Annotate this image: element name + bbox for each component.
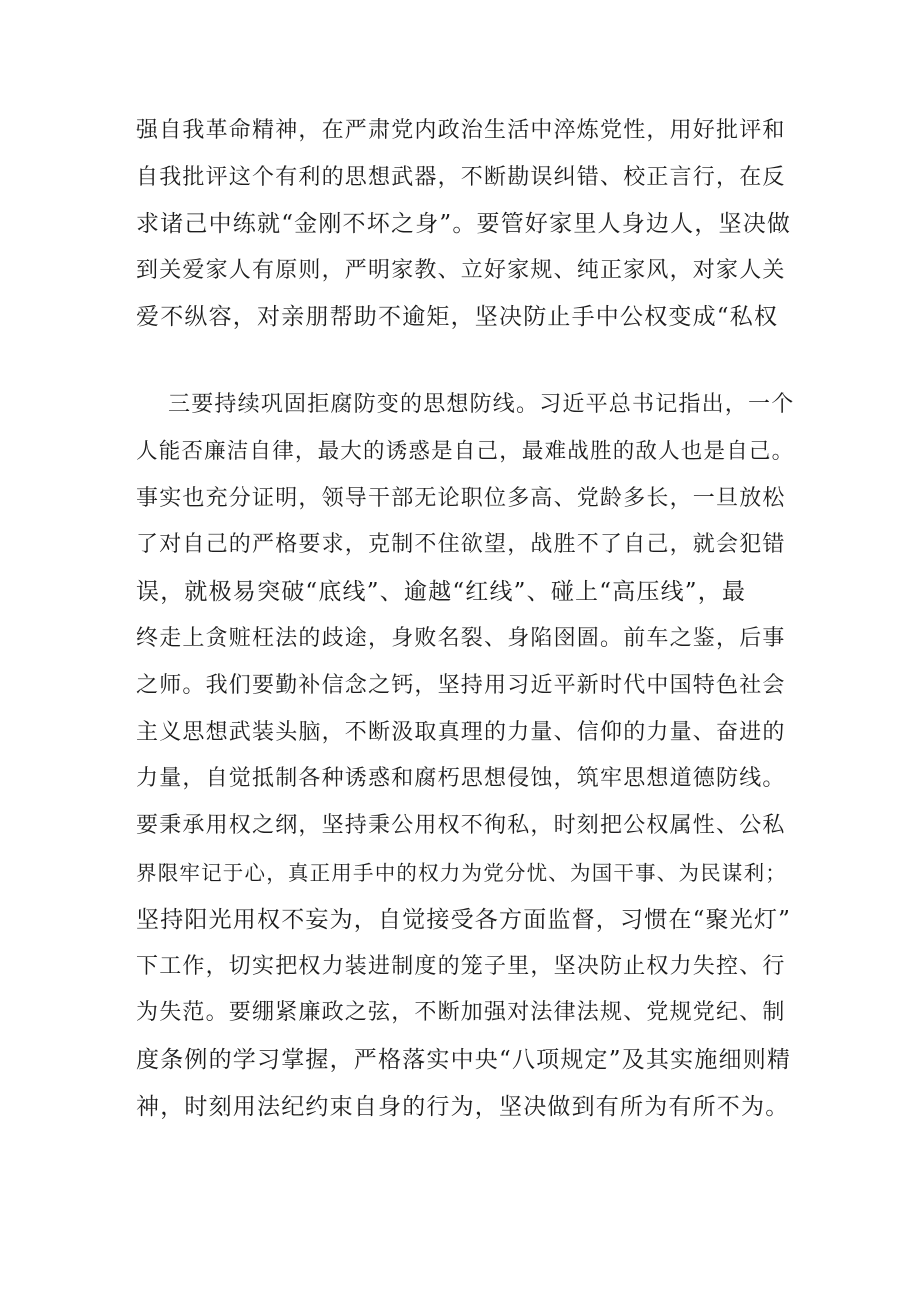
text-line: 误，就极易突破“底线”、逾越“红线”、碰上“高压线”，最 [136,579,747,606]
paragraph-continued [136,108,796,341]
text-line: 下工作，切实把权力装进制度的笼子里，坚决防止权力失控、行 [136,953,786,979]
text-line: 了对自己的严格要求，克制不住欲望，战胜不了自己，就会犯错 [136,532,786,558]
text-line: 自我批评这个有利的思想武器，不断勘误纠错、校正言行，在反 [136,164,786,190]
text-line: 之师。我们要勤补信念之钙，坚持用习近平新时代中国特色社会 [136,672,786,698]
text-line: 界限牢记于心，真正用手中的权力为党分忧、为国干事、为民谋利； [136,860,787,885]
text-line: 度条例的学习掌握，严格落实中央“八项规定”及其实施细则精 [136,1047,792,1074]
text-line: 事实也充分证明，领导干部无论职位多高、党龄多长，一旦放松 [136,485,786,511]
paragraph-three [136,382,796,1131]
text-line: 到关爱家人有原则，严明家教、立好家规、纯正家风，对家人关 [136,257,786,283]
text-line: 强自我革命精神，在严肃党内政治生活中淬炼党性，用好批评和 [136,118,786,143]
text-line: 神，时刻用法纪约束自身的行为，坚决做到有所为有所不为。 [136,1093,790,1120]
text-line: 为失范。要绷紧廉政之弦，不断加强对法律法规、党规党纪、制 [136,1000,786,1026]
text-line: 主义思想武装头脑，不断汲取真理的力量、信仰的力量、奋进的 [136,719,786,745]
text-line: 三要持续巩固拒腐防变的思想防线。习近平总书记指出，一个 [168,392,795,417]
text-line: 坚持阳光用权不妄为，自觉接受各方面监督，习惯在“聚光灯” [136,906,792,933]
text-line: 爱不纵容，对亲朋帮助不逾矩，坚决防止手中公权变成“私权 [136,304,779,330]
text-line: 人能否廉洁自律，最大的诱惑是自己，最难战胜的敌人也是自己。 [136,438,795,464]
text-line: 终走上贪赃枉法的歧途，身败名裂、身陷囹圄。前车之鉴，后事 [136,625,786,651]
text-line: 求诸己中练就“金刚不坏之身”。要管好家里人身边人，坚决做 [136,211,792,237]
text-line: 要秉承用权之纲，坚持秉公用权不徇私，时刻把公权属性、公私 [136,813,786,839]
text-line: 力量，自觉抵制各种诱惑和腐朽思想侵蚀，筑牢思想道德防线。 [136,766,786,792]
